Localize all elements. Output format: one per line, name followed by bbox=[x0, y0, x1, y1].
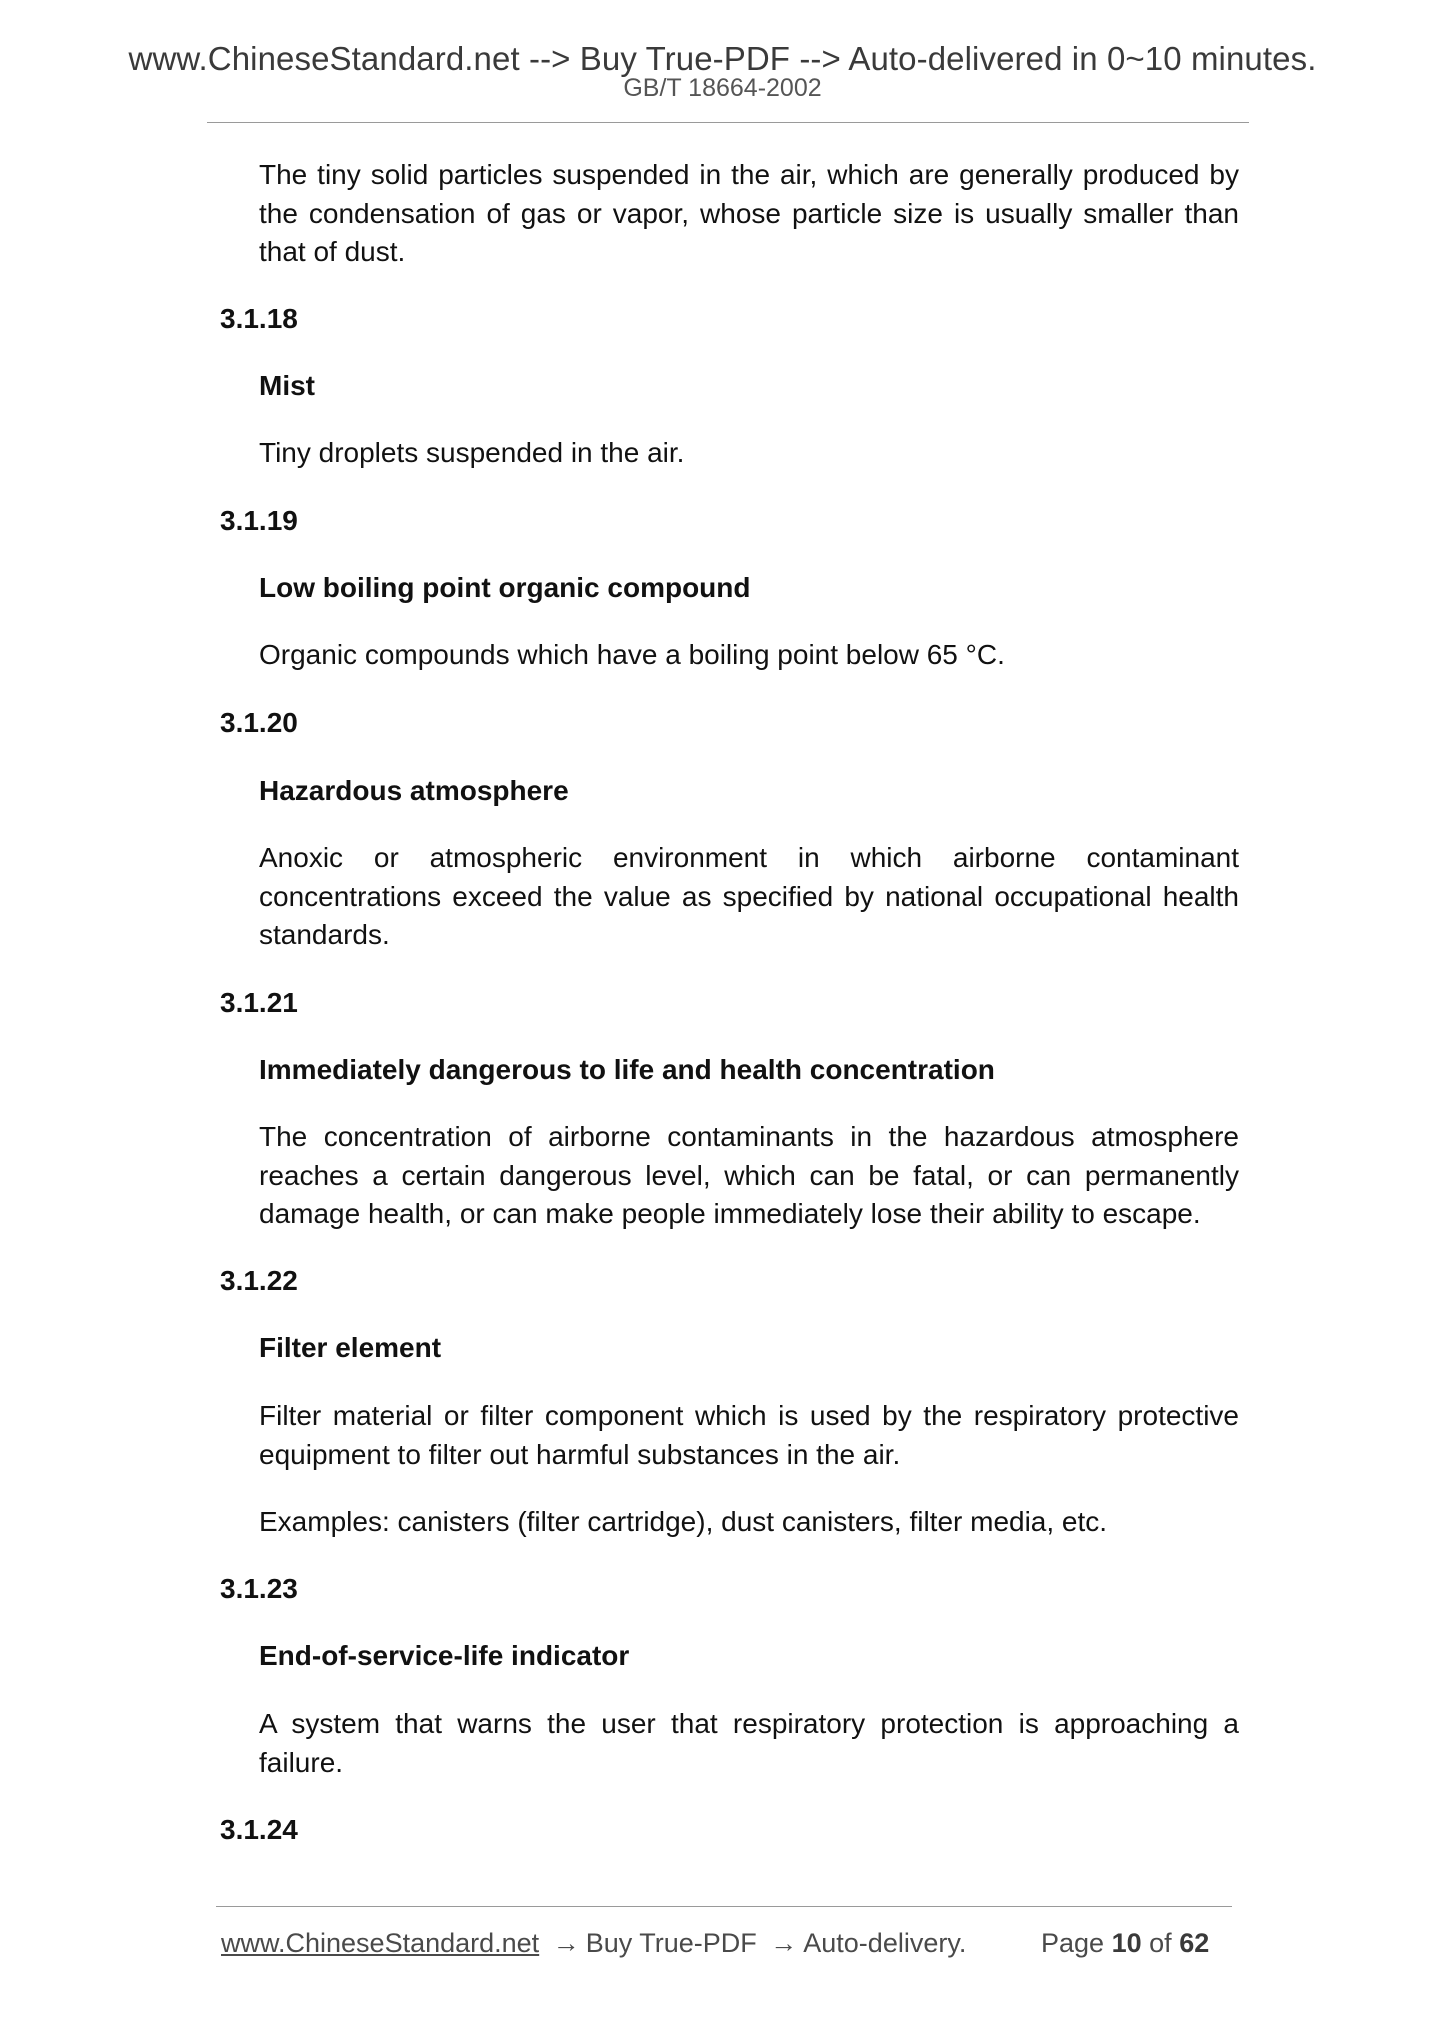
clause-number: 3.1.22 bbox=[220, 1265, 298, 1296]
right-arrow-icon: → bbox=[770, 1928, 798, 1958]
clause-number: 3.1.19 bbox=[220, 505, 298, 536]
footer-divider bbox=[216, 1906, 1232, 1907]
right-arrow-icon: → bbox=[552, 1928, 580, 1958]
definition-paragraph: The concentration of airborne contaminants in the hazardous atmosphere reaches a certain dangerous level, which can be fatal, or can permanently damage health, or can make people immediately lose their ability to escape. bbox=[259, 1121, 1239, 1229]
footer-site-link[interactable]: www.ChineseStandard.net bbox=[221, 1928, 540, 1958]
term-title: Immediately dangerous to life and health concentration bbox=[259, 1054, 995, 1085]
definition-paragraph: A system that warns the user that respiratory protection is approaching a failure. bbox=[259, 1708, 1239, 1778]
document-code: GB/T 18664-2002 bbox=[623, 74, 822, 102]
definition-paragraph: Filter material or filter component which is used by the respiratory protective equipment to filter out harmful substances in the air. bbox=[259, 1400, 1239, 1470]
term-title: Low boiling point organic compound bbox=[259, 572, 751, 603]
clause-number: 3.1.23 bbox=[220, 1573, 298, 1604]
page-label: Page bbox=[1041, 1928, 1105, 1958]
clause-number: 3.1.24 bbox=[220, 1814, 298, 1845]
term-title: Hazardous atmosphere bbox=[259, 775, 569, 806]
page-indicator bbox=[1041, 1926, 1209, 1960]
example-paragraph: Examples: canisters (filter cartridge), dust canisters, filter media, etc. bbox=[259, 1506, 1108, 1537]
definition-paragraph: Tiny droplets suspended in the air. bbox=[259, 437, 685, 468]
term-title: Filter element bbox=[259, 1332, 442, 1363]
clause-number: 3.1.20 bbox=[220, 707, 298, 738]
term-title: Mist bbox=[259, 370, 315, 401]
footer-buy-text: Buy True-PDF bbox=[585, 1928, 757, 1958]
clause-number: 3.1.21 bbox=[220, 987, 298, 1018]
page-number: 10 bbox=[1111, 1928, 1142, 1958]
intro-paragraph: The tiny solid particles suspended in the air, which are generally produced by the condensation of gas or vapor, whose particle size is usually smaller than that of dust. bbox=[259, 159, 1239, 267]
page-total: 62 bbox=[1179, 1928, 1210, 1958]
of-label: of bbox=[1149, 1928, 1172, 1958]
header-divider bbox=[207, 122, 1249, 123]
term-title: End-of-service-life indicator bbox=[259, 1640, 630, 1671]
definition-paragraph: Organic compounds which have a boiling point below 65 °C. bbox=[259, 639, 1005, 670]
clause-number: 3.1.18 bbox=[220, 303, 298, 334]
footer-promo bbox=[221, 1926, 966, 1960]
top-banner[interactable]: www.ChineseStandard.net --> Buy True-PDF --> Auto-delivered in 0~10 minutes. bbox=[128, 40, 1317, 77]
definition-paragraph: Anoxic or atmospheric environment in which airborne contaminant concentrations exceed the value as specified by national occupational health standards. bbox=[259, 842, 1239, 950]
footer-delivery-text: Auto-delivery. bbox=[803, 1928, 967, 1958]
